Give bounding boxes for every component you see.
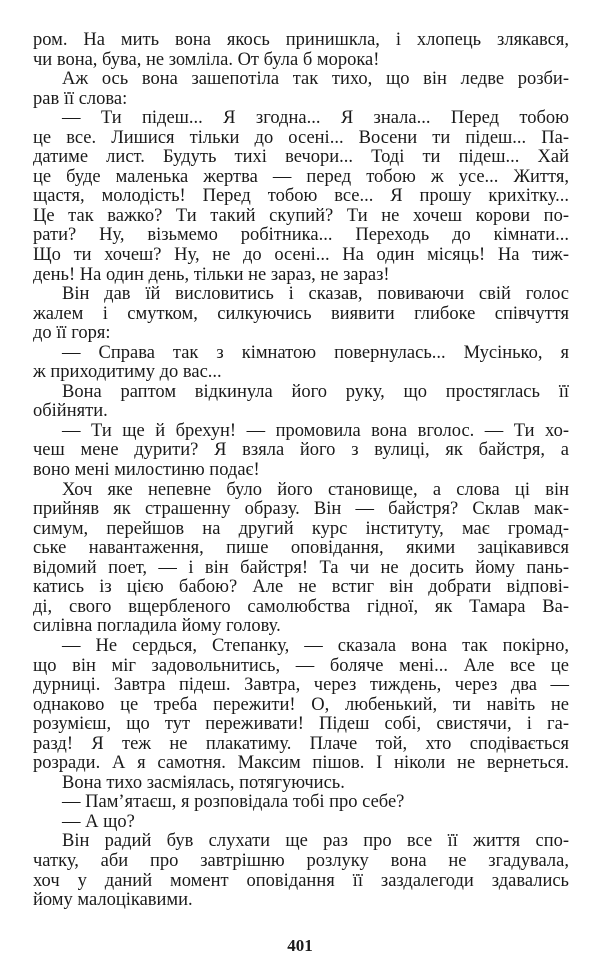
- text-line: до її горя:: [33, 323, 111, 344]
- text-line: ді, свого вщербленого самолюбства гідної, як Тамара Ва-: [33, 596, 569, 617]
- text-line: — Пам’ятаєш, я розповідала тобі про себе?: [62, 792, 405, 813]
- text-line: Це так важко? Ти такий скупий? Ти не хочеш корови по-: [33, 205, 569, 226]
- text-line: — Ти підеш... Я згодна... Я знала... Перед тобою: [62, 108, 569, 129]
- text-line: Аж ось вона зашепотіла так тихо, що він ледве розби-: [62, 69, 569, 90]
- text-line: обійняти.: [33, 401, 108, 422]
- text-line: розумієш, що тут переживати! Підеш собі, свистячи, і га-: [33, 714, 569, 735]
- text-line: однаково це треба пережити! О, любенький, ти навіть не: [33, 694, 569, 715]
- text-line: що він міг задовольнитись, — боляче мені... Але все це: [33, 655, 569, 676]
- text-line: відомий поет, — і він байстря! Та чи не досить йому пань-: [33, 557, 569, 578]
- text-line: Хоч яке непевне було його становище, а слова ці він: [62, 479, 569, 500]
- text-line: рав її слова:: [33, 88, 128, 109]
- text-line: разд! Я теж не плакатиму. Плаче той, хто сподівається: [33, 733, 569, 754]
- text-line: — А що?: [62, 811, 135, 832]
- text-line: прийняв як страшенну образу. Він — байстря? Склав мак-: [33, 499, 569, 520]
- text-line: Вона раптом відкинула його руку, що простяглась її: [62, 381, 569, 402]
- text-line: це все. Лишися тільки до осені... Восени ти підеш... Па-: [33, 127, 569, 148]
- page-number: 401: [287, 936, 313, 955]
- text-line: Він радий був слухати ще раз про все її життя спо-: [62, 831, 569, 852]
- text-line: Вона тихо засміялась, потягуючись.: [62, 772, 345, 793]
- text-line: ром. На мить вона якось принишкла, і хлопець злякався,: [33, 30, 569, 50]
- text-line: жалем і смутком, силкуючись виявити глибоке співчуття: [33, 303, 569, 324]
- text-line: ж приходитиму до вас...: [33, 362, 222, 383]
- text-line: йому малоцікавими.: [33, 890, 193, 911]
- text-line: чи вона, бува, не зомліла. От була б морока!: [33, 49, 380, 70]
- text-line: дурниці. Завтра підеш. Завтра, через тиждень, через два —: [33, 675, 569, 696]
- text-line: — Ти ще й брехун! — промовила вона вголос. — Ти хо-: [62, 420, 569, 441]
- text-line: чатку, аби про завтрішню розлуку вона не згадувала,: [33, 850, 569, 871]
- text-line: ське навантаження, пише оповідання, якими зацікавився: [33, 538, 569, 559]
- text-line: симум, перейшов на другий курс інституту, має громад-: [33, 518, 569, 539]
- text-line: Він дав їй висловитись і сказав, повиваючи свій голос: [62, 284, 569, 305]
- text-line: щастя, молодість! Перед тобою все... Я прошу крихітку...: [33, 186, 569, 207]
- text-line: рати? Ну, візьмемо робітника... Переходь до кімнати...: [33, 225, 569, 246]
- text-line: день! На один день, тільки не зараз, не зараз!: [33, 264, 390, 285]
- text-line: чеш мене дурити? Я взяла його з вулиці, як байстря, а: [33, 440, 569, 461]
- text-line: — Справа так з кімнатою повернулась... Мусінько, я: [62, 342, 569, 363]
- text-line: це буде маленька жертва — перед тобою ж усе... Життя,: [33, 166, 569, 187]
- text-line: датиме лист. Будуть тихі вечори... Тоді ти підеш... Хай: [33, 147, 569, 168]
- text-line: хоч у даний момент оповідання її заздалегоди здавались: [33, 870, 569, 891]
- page-body-text: [33, 31, 569, 911]
- text-line: катись із цією бабою? Але не встиг він добрати відпові-: [33, 577, 569, 598]
- text-line: силівна погладила йому голову.: [33, 616, 281, 637]
- text-line: воно мені милостиню подає!: [33, 460, 260, 481]
- text-line: розради. А я самотня. Максим пішов. І ніколи не вернеться.: [33, 753, 569, 774]
- text-line: — Не сердься, Степанку, — сказала вона так покірно,: [62, 635, 569, 656]
- text-line: Що ти хочеш? Ну, не до осені... На один місяць! На тиж-: [33, 245, 569, 266]
